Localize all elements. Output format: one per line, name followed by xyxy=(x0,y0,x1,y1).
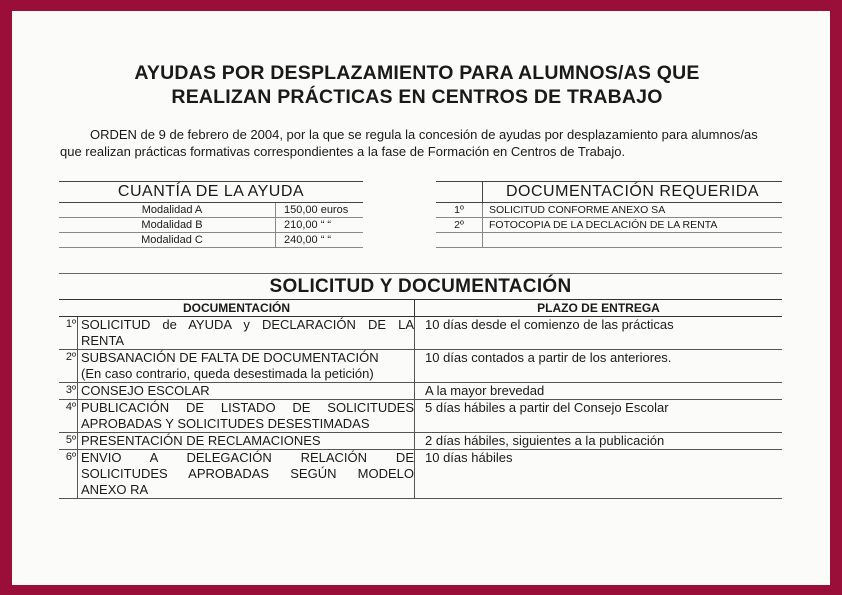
doc-line: ENVIO A DELEGACIÓN RELACIÓN DE xyxy=(81,450,414,465)
row-documentacion xyxy=(78,350,415,383)
row-plazo: 2 días hábiles, siguientes a la publicación xyxy=(415,433,783,450)
row-plazo: 10 días contados a partir de los anteriores. xyxy=(415,350,783,383)
doc-line: (En caso contrario, queda desestimada la petición) xyxy=(81,366,374,381)
cuantia-heading: CUANTÍA DE LA AYUDA xyxy=(59,181,363,203)
number-column-header xyxy=(436,182,483,202)
row-number: 4º xyxy=(59,400,78,433)
plazo-column-header: PLAZO DE ENTREGA xyxy=(415,300,783,317)
solicitud-header-row xyxy=(59,300,782,317)
table-row xyxy=(59,383,782,400)
doc-line: SUBSANACIÓN DE FALTA DE DOCUMENTACIÓN xyxy=(81,350,379,365)
row-number: 6º xyxy=(59,450,78,499)
cuantia-row xyxy=(59,203,363,218)
row-text: FOTOCOPIA DE LA DECLACIÓN DE LA RENTA xyxy=(489,219,718,231)
documentacion-row xyxy=(436,218,782,233)
documentacion-row xyxy=(436,233,782,248)
modalidad-amount: 210,00 “ “ xyxy=(275,218,363,232)
row-number: 2º xyxy=(436,218,483,232)
modalidad-amount: 240,00 “ “ xyxy=(275,233,363,247)
documentacion-column-header: DOCUMENTACIÓN xyxy=(59,300,415,317)
row-text: SOLICITUD CONFORME ANEXO SA xyxy=(489,204,666,216)
document-title xyxy=(52,61,782,109)
doc-line: SOLICITUDES APROBADAS SEGÚN MODELO xyxy=(81,466,414,481)
row-number xyxy=(436,233,483,247)
doc-line: RENTA xyxy=(81,333,125,348)
document-sheet xyxy=(12,11,830,585)
row-plazo: 5 días hábiles a partir del Consejo Escolar xyxy=(415,400,783,433)
row-number: 5º xyxy=(59,433,78,450)
solicitud-table xyxy=(59,299,782,499)
row-number: 1º xyxy=(436,203,483,217)
doc-line: PUBLICACIÓN DE LISTADO DE SOLICITUDES xyxy=(81,400,414,415)
cuantia-row xyxy=(59,218,363,233)
row-plazo: 10 días hábiles xyxy=(415,450,783,499)
row-number: 2º xyxy=(59,350,78,383)
row-number: 3º xyxy=(59,383,78,400)
row-documentacion xyxy=(78,450,415,499)
table-row xyxy=(59,400,782,433)
cuantia-row xyxy=(59,233,363,248)
table-row xyxy=(59,350,782,383)
cuantia-table xyxy=(59,181,363,248)
table-row xyxy=(59,433,782,450)
modalidad-amount: 150,00 euros xyxy=(275,203,363,217)
title-line-2: REALIZAN PRÁCTICAS EN CENTROS DE TRABAJO xyxy=(171,86,663,108)
documentacion-requerida-heading: DOCUMENTACIÓN REQUERIDA xyxy=(506,183,759,200)
row-documentacion: PRESENTACIÓN DE RECLAMACIONES xyxy=(78,433,415,450)
row-documentacion xyxy=(78,317,415,350)
documentacion-requerida-header xyxy=(436,181,782,203)
solicitud-heading: SOLICITUD Y DOCUMENTACIÓN xyxy=(269,276,572,297)
doc-line: ANEXO RA xyxy=(81,482,149,497)
section-divider xyxy=(59,273,782,274)
row-plazo: A la mayor brevedad xyxy=(415,383,783,400)
modalidad-label: Modalidad A xyxy=(141,204,203,216)
documentacion-requerida-table xyxy=(436,181,782,248)
intro-paragraph: ORDEN de 9 de febrero de 2004, por la que se regula la concesión de ayudas por desplazamiento para alumnos/as que realizan prácticas formativas correspondientes a la fase de Formación en Centros de Trabajo. xyxy=(60,127,758,159)
title-line-1: AYUDAS POR DESPLAZAMIENTO PARA ALUMNOS/AS QUE xyxy=(134,62,700,84)
row-documentacion xyxy=(78,400,415,433)
modalidad-label: Modalidad B xyxy=(141,219,203,231)
doc-line: SOLICITUD de AYUDA y DECLARACIÓN DE LA xyxy=(81,317,414,332)
table-row xyxy=(59,450,782,499)
doc-line: APROBADAS Y SOLICITUDES DESESTIMADAS xyxy=(81,416,370,431)
table-row xyxy=(59,317,782,350)
documentacion-row xyxy=(436,203,782,218)
row-plazo: 10 días desde el comienzo de las prácticas xyxy=(415,317,783,350)
row-documentacion: CONSEJO ESCOLAR xyxy=(78,383,415,400)
row-number: 1º xyxy=(59,317,78,350)
row-text xyxy=(483,233,782,247)
modalidad-label: Modalidad C xyxy=(141,234,203,246)
